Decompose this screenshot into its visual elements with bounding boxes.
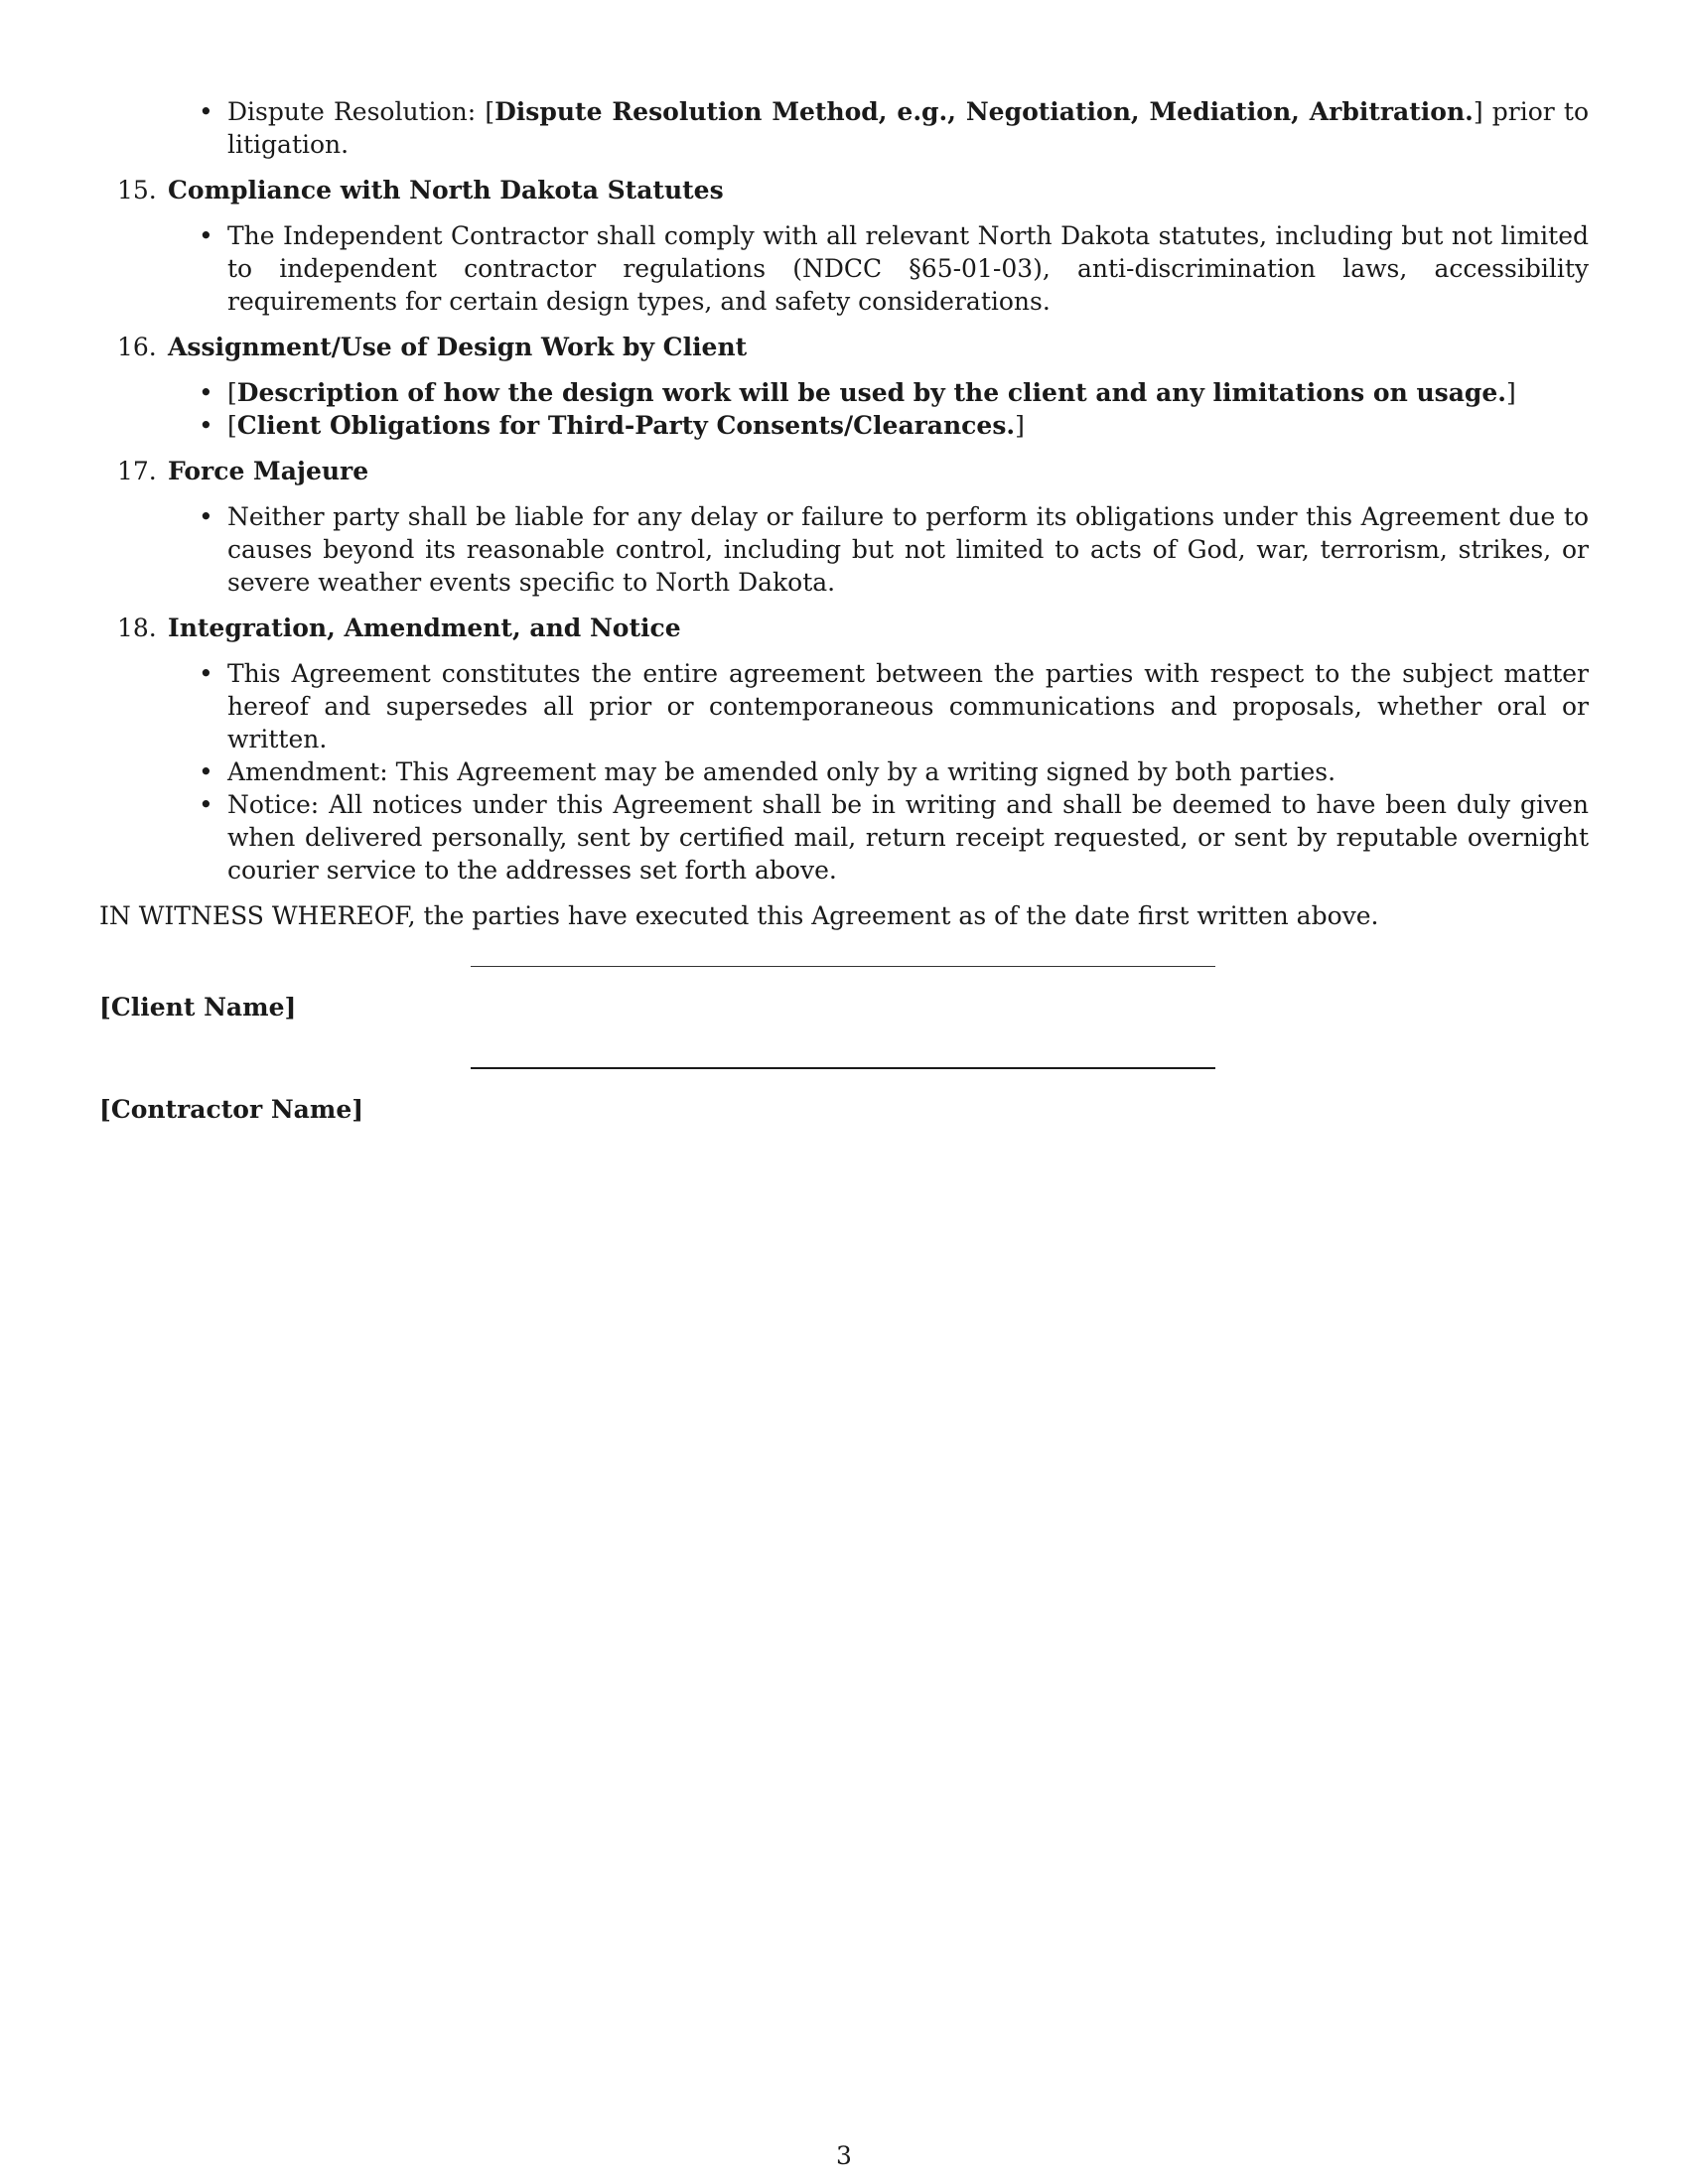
contractor-name: Contractor Name [110,1095,352,1124]
placeholder-bracket: ] [1473,97,1483,126]
dispute-suffix: prior to litigation. [227,97,1590,159]
bullet-text: Notice: All notices under this Agreement shall be in writing and shall be deemed to have been duly given when delivered personally, sent by certified mail, return receipt requested, or sent by reputable overnight courier service to the addresses set forth above. [227,790,1589,885]
bullet-icon: • [199,757,213,786]
bullet-list [99,500,1589,599]
placeholder-bracket: [ [99,993,111,1022]
section-18 [99,612,1589,887]
bullet-list [99,376,1589,442]
bullet-text: The Independent Contractor shall comply with all relevant North Dakota statutes, including but not limited to independent contractor regulations (NDCC §65-01-03), anti-discrimination laws, accessibility requirements for certain design types, and safety considerations. [227,221,1589,316]
bullet-icon: • [199,378,213,407]
bullet-icon: • [199,221,213,250]
placeholder-bracket: ] [284,993,297,1022]
section-heading [99,612,1589,644]
section-title: Compliance with North Dakota Statutes [168,176,724,205]
document-page [99,95,1589,1169]
client-name-block [99,991,1589,1024]
bullet-text: Amendment: This Agreement may be amended only by a writing signed by both parties. [227,757,1336,786]
bullet-icon: • [199,97,213,126]
section-heading [99,455,1589,487]
section-number: 18. [117,614,157,642]
dispute-placeholder: Dispute Resolution Method, e.g., Negotiation, Mediation, Arbitration. [494,97,1474,126]
list-item [99,219,1589,318]
section-number: 15. [117,176,157,205]
consents-placeholder: Client Obligations for Third-Party Consents/Clearances. [236,411,1016,440]
dispute-label: Dispute Resolution: [227,97,486,126]
contractor-signature-line [471,1067,1215,1069]
section-16 [99,331,1589,442]
section-title: Integration, Amendment, and Notice [168,614,681,642]
list-item [99,788,1589,887]
section-17 [99,455,1589,599]
placeholder-bracket: ] [352,1095,364,1124]
bullet-icon: • [199,790,213,819]
section-heading [99,174,1589,206]
contractor-name-block [99,1093,1589,1126]
placeholder-bracket: [ [227,411,237,440]
bullet-list [99,219,1589,318]
placeholder-bracket: [ [227,378,237,407]
bullet-text: This Agreement constitutes the entire agreement between the parties with respect to the subject matter hereof and supersedes all prior or contemporaneous communications and proposals, whether oral or written. [227,659,1589,753]
bullet-text: Neither party shall be liable for any delay or failure to perform its obligations under this Agreement due to causes beyond its reasonable control, including but not limited to acts of God, war, terrorism, strikes, or severe weather events specific to North Dakota. [227,502,1589,597]
section-title: Force Majeure [168,457,369,485]
section-number: 17. [117,457,157,485]
carryover-bullet-list [99,95,1589,161]
placeholder-bracket: ] [1506,378,1516,407]
section-15 [99,174,1589,318]
placeholder-bracket: ] [1015,411,1025,440]
placeholder-bracket: [ [485,97,495,126]
bullet-list [99,657,1589,887]
client-signature-line [471,966,1215,967]
list-item [99,657,1589,755]
client-name: Client Name [110,993,285,1022]
section-number: 16. [117,333,157,361]
section-title: Assignment/Use of Design Work by Client [168,333,748,361]
bullet-icon: • [199,411,213,440]
list-item [99,95,1589,161]
bullet-icon: • [199,659,213,688]
bullet-icon: • [199,502,213,531]
list-item [99,500,1589,599]
list-item [99,409,1589,442]
usage-placeholder: Description of how the design work will be used by the client and any limitations on usage. [236,378,1507,407]
witness-statement: IN WITNESS WHEREOF, the parties have executed this Agreement as of the date first written above. [99,901,1379,930]
list-item [99,376,1589,409]
placeholder-bracket: [ [99,1095,111,1124]
list-item [99,755,1589,788]
section-heading [99,331,1589,363]
page-number: 3 [836,2141,852,2170]
